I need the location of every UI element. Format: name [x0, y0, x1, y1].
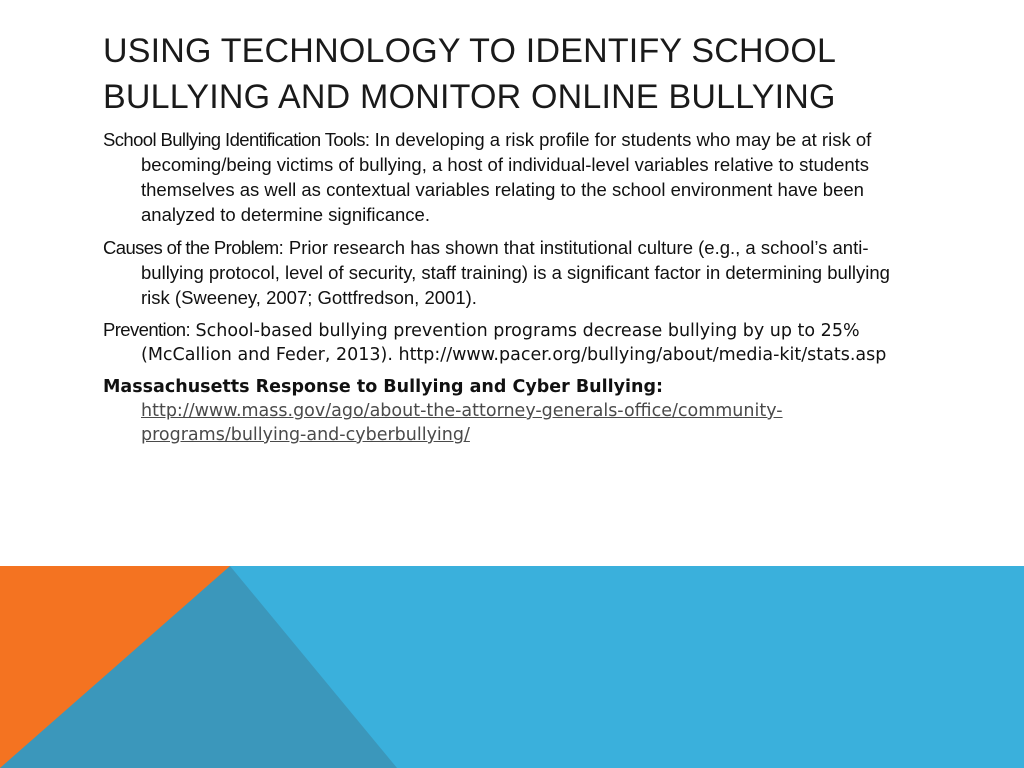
mass-gov-link[interactable]: http://www.mass.gov/ago/about-the-attorney-generals-office/community-programs/bullying-and-cyberbullying/ [141, 401, 783, 445]
section-identification-tools [103, 127, 913, 227]
section-text: : Prior research has shown that institutional culture (e.g., a school’s anti-bullying protocol, level of security, staff training) is a significant factor in determining bullying risk (Sweeney, 2007; Gottfredson, 2001). [141, 237, 890, 308]
section-label: Prevention: [103, 319, 190, 340]
section-label: School Bullying Identification Tools: [103, 129, 370, 150]
slide-title: USING TECHNOLOGY TO IDENTIFY SCHOOL BULLYING AND MONITOR ONLINE BULLYING [103, 32, 836, 116]
orange-triangle [0, 566, 230, 768]
section-prevention [103, 318, 913, 367]
section-causes [103, 235, 913, 310]
section-massachusetts [103, 375, 913, 447]
slide-body [103, 127, 913, 455]
light-blue-band [0, 566, 1024, 768]
section-label: Causes of the Problem [103, 237, 279, 258]
section-label: Massachusetts Response to Bullying and Cyber Bullying: [103, 377, 664, 397]
section-text: In developing a risk profile for students who may be at risk of becoming/being victims of bullying, a host of individual-level variables relative to students themselves as well as contextual variables relating to the school environment have been analyzed to determine significance. [141, 129, 872, 225]
section-text: School-based bullying prevention programs decrease bullying by up to 25% (McCallion and Feder, 2013). http://www.pacer.org/bullying/about/media-kit/stats.asp [141, 321, 887, 365]
dark-blue-triangle [0, 566, 397, 768]
